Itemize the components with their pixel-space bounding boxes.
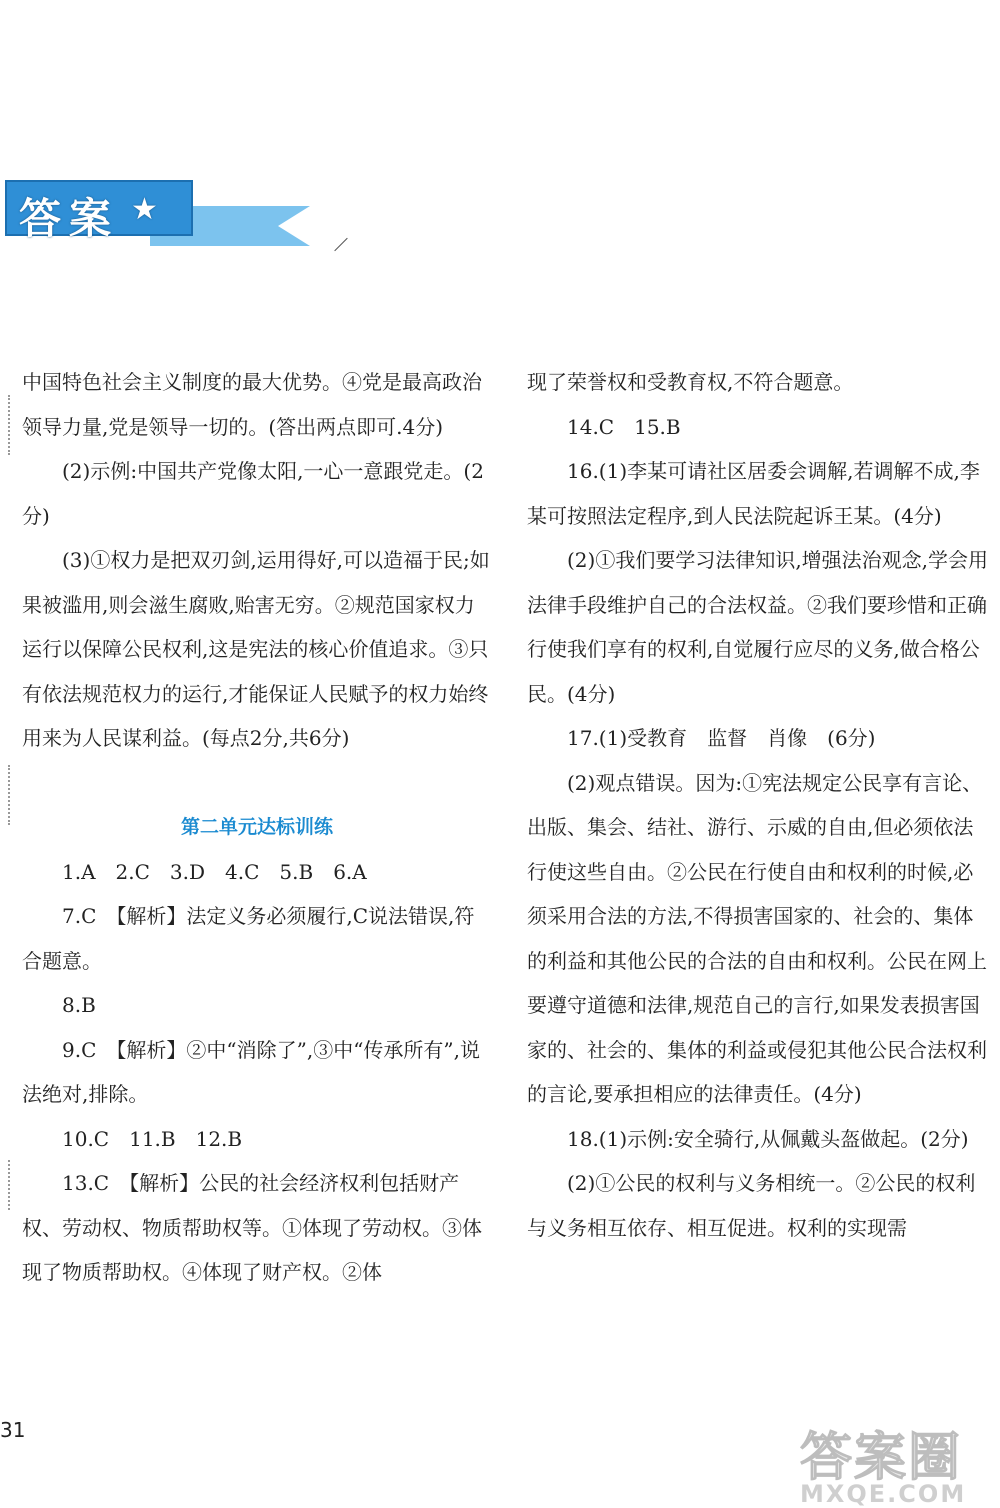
answer-paragraph: (2)示例:中国共产党像太阳,一心一意跟党走。(2分) [22,459,484,528]
watermark-url: MXQE.COM [800,1480,967,1508]
answer-line: 13.C 【解析】公民的社会经济权利包括财产权、劳动权、物质帮助权等。①体现了劳动权。③体现了物质帮助权。④体现了财产权。②体 [22,1171,482,1284]
watermark-main: 答案圈 [800,1428,963,1488]
answer-paragraph: 16.(1)李某可请社区居委会调解,若调解不成,李某可按照法定程序,到人民法院起诉王某。(4分) [527,459,980,528]
section-heading: 第二单元达标训练 [180,816,333,838]
left-column [22,360,492,1295]
answer-paragraph: (2)①我们要学习法律知识,增强法治观念,学会用法律手段维护自己的合法权益。②我们要珍惜和正确行使我们享有的权利,自觉履行应尽的义务,做合格公民。(4分) [527,548,989,706]
answer-banner [0,180,320,260]
banner-title-box [5,180,193,243]
answer-line: 7.C 【解析】法定义务必须履行,C说法错误,符合题意。 [22,904,475,973]
margin-dotted-line [8,1160,10,1210]
answer-line: 1.A 2.C 3.D 4.C 5.B 6.A [62,859,367,884]
answer-paragraph: 18.(1)示例:安全骑行,从佩戴头盔做起。(2分) [567,1126,969,1151]
right-column [527,360,989,1250]
decorative-slash [334,238,347,251]
answer-line: 17.(1)受教育 监督 肖像 (6分) [567,726,876,750]
watermark-logo [800,1415,995,1508]
answer-paragraph: (3)①权力是把双刃剑,运用得好,可以造福于民;如果被滥用,则会滋生腐败,贻害无穷。②规范国家权力运行以保障公民权利,这是宪法的核心价值追求。③只有依法规范权力的运行,才能保证人民赋予的权力始终用来为人民谋利益。(每点2分,共6分) [22,548,490,750]
answer-line: 14.C 15.B [567,414,681,439]
star-icon: ★ [131,192,158,227]
answer-paragraph: (2)①公民的权利与义务相统一。②公民的权利与义务相互依存、相互促进。权利的实现需 [527,1171,976,1240]
answer-paragraph: (2)观点错误。因为:①宪法规定公民享有言论、出版、集会、结社、游行、示威的自由,但必须依法行使这些自由。②公民在行使自由和权利的时候,必须采用合法的方法,不得损害国家的、社会的、集体的利益和其他公民的合法的自由和权利。公民在网上要遵守道德和法律,规范自己的言行,如果发表损害国家的、社会的、集体的利益或侵犯其他公民合法权利的言论,要承担相应的法律责任。(4分) [527,770,987,1106]
margin-dotted-line [8,395,10,455]
banner-title: 答案 [19,194,120,243]
answer-line: 9.C 【解析】②中“消除了”,③中“传承所有”,说法绝对,排除。 [22,1037,480,1106]
answer-line: 8.B [62,993,96,1017]
answer-paragraph: 中国特色社会主义制度的最大优势。④党是最高政治领导力量,党是领导一切的。(答出两点即可.4分) [22,370,482,439]
margin-dotted-line [8,765,10,825]
answer-line: 10.C 11.B 12.B [62,1126,243,1151]
answer-paragraph: 现了荣誉权和受教育权,不符合题意。 [527,370,854,394]
page-number: 31 [0,1418,26,1442]
